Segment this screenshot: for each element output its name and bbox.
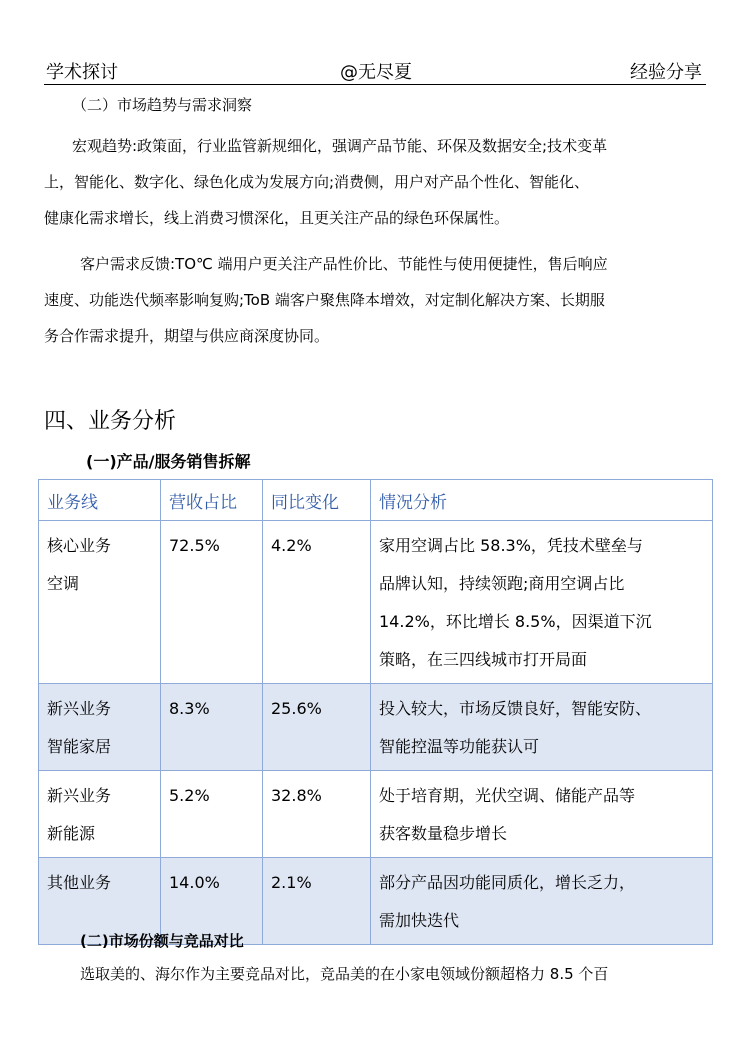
cell-text: 家用空调占比 58.3%，凭技术壁垒与 [379, 536, 643, 555]
cell-text: 部分产品因功能同质化，增长乏力， [379, 873, 636, 892]
cell-revenue-share [161, 771, 263, 858]
cell-text: 空调 [47, 574, 80, 593]
header-analysis: 情况分析 [371, 480, 713, 521]
cell-text: 获客数量稳步增长 [379, 824, 508, 843]
cell-text: 品牌认知，持续领跑;商用空调占比 [379, 574, 625, 593]
cell-text: 新兴业务 [47, 699, 112, 718]
section-subtitle-market-trends: （二）市场趋势与需求洞察 [72, 96, 253, 114]
header-revenue-share: 营收占比 [161, 480, 263, 521]
cell-text: 投入较大，市场反馈良好，智能安防、 [379, 699, 652, 718]
cell-text: 新能源 [47, 824, 96, 843]
header-center: @无尽夏 [340, 62, 412, 83]
header-left: 学术探讨 [46, 62, 118, 83]
macro-line: 宏观趋势:政策面，行业监管新规细化，强调产品节能、环保及数据安全;技术变革 [72, 137, 608, 155]
customer-line: 务合作需求提升，期望与供应商深度协同。 [44, 327, 330, 345]
competitor-line: 选取美的、海尔作为主要竞品对比，竞品美的在小家电领域份额超格力 8.5 个百 [80, 965, 609, 983]
cell-text: 72.5% [169, 536, 220, 555]
cell-text: 策略，在三四线城市打开局面 [379, 650, 588, 669]
cell-text: 处于培育期，光伏空调、储能产品等 [379, 786, 636, 805]
sales-breakdown-table [38, 479, 713, 945]
cell-text: 4.2% [271, 536, 312, 555]
cell-text: 25.6% [271, 699, 322, 718]
page-header [44, 54, 706, 85]
chapter-title: 四、业务分析 [44, 409, 177, 434]
cell-revenue-share [161, 684, 263, 771]
table-row [39, 684, 713, 771]
cell-yoy-change [263, 684, 371, 771]
cell-yoy-change [263, 858, 371, 945]
cell-text: 核心业务 [47, 536, 112, 555]
cell-business-line [39, 684, 161, 771]
cell-business-line [39, 521, 161, 684]
cell-analysis [371, 684, 713, 771]
table-header-row [39, 480, 713, 521]
subsection-title-sales: (一)产品/服务销售拆解 [86, 452, 251, 471]
cell-text: 需加快迭代 [379, 911, 460, 930]
cell-business-line [39, 771, 161, 858]
cell-text: 14.2%，环比增长 8.5%，因渠道下沉 [379, 612, 652, 631]
cell-revenue-share [161, 521, 263, 684]
cell-text: 智能家居 [47, 737, 112, 756]
customer-line: 速度、功能迭代频率影响复购;ToB 端客户聚焦降本增效，对定制化解决方案、长期服 [44, 291, 605, 309]
cell-text: 5.2% [169, 786, 210, 805]
macro-trend-paragraph [44, 128, 708, 236]
header-right: 经验分享 [630, 62, 702, 83]
cell-text: 其他业务 [47, 873, 112, 892]
cell-text: 14.0% [169, 873, 220, 892]
cell-text: 32.8% [271, 786, 322, 805]
competitor-paragraph [44, 956, 708, 992]
customer-feedback-paragraph [44, 246, 708, 354]
header-business-line: 业务线 [39, 480, 161, 521]
table-row [39, 521, 713, 684]
customer-line: 客户需求反馈:TO℃ 端用户更关注产品性价比、节能性与使用便捷性，售后响应 [80, 255, 608, 273]
cell-analysis [371, 521, 713, 684]
cell-text: 新兴业务 [47, 786, 112, 805]
cell-text: 8.3% [169, 699, 210, 718]
header-yoy-change: 同比变化 [263, 480, 371, 521]
cell-analysis [371, 858, 713, 945]
cell-analysis [371, 771, 713, 858]
cell-text: 智能控温等功能获认可 [379, 737, 540, 756]
cell-yoy-change [263, 771, 371, 858]
subsection-title-market-share: (二)市场份额与竞品对比 [80, 932, 244, 950]
table-row [39, 771, 713, 858]
macro-line: 上，智能化、数字化、绿色化成为发展方向;消费侧，用户对产品个性化、智能化、 [44, 173, 590, 191]
cell-yoy-change [263, 521, 371, 684]
macro-line: 健康化需求增长，线上消费习惯深化，且更关注产品的绿色环保属性。 [44, 209, 510, 227]
cell-text: 2.1% [271, 873, 312, 892]
